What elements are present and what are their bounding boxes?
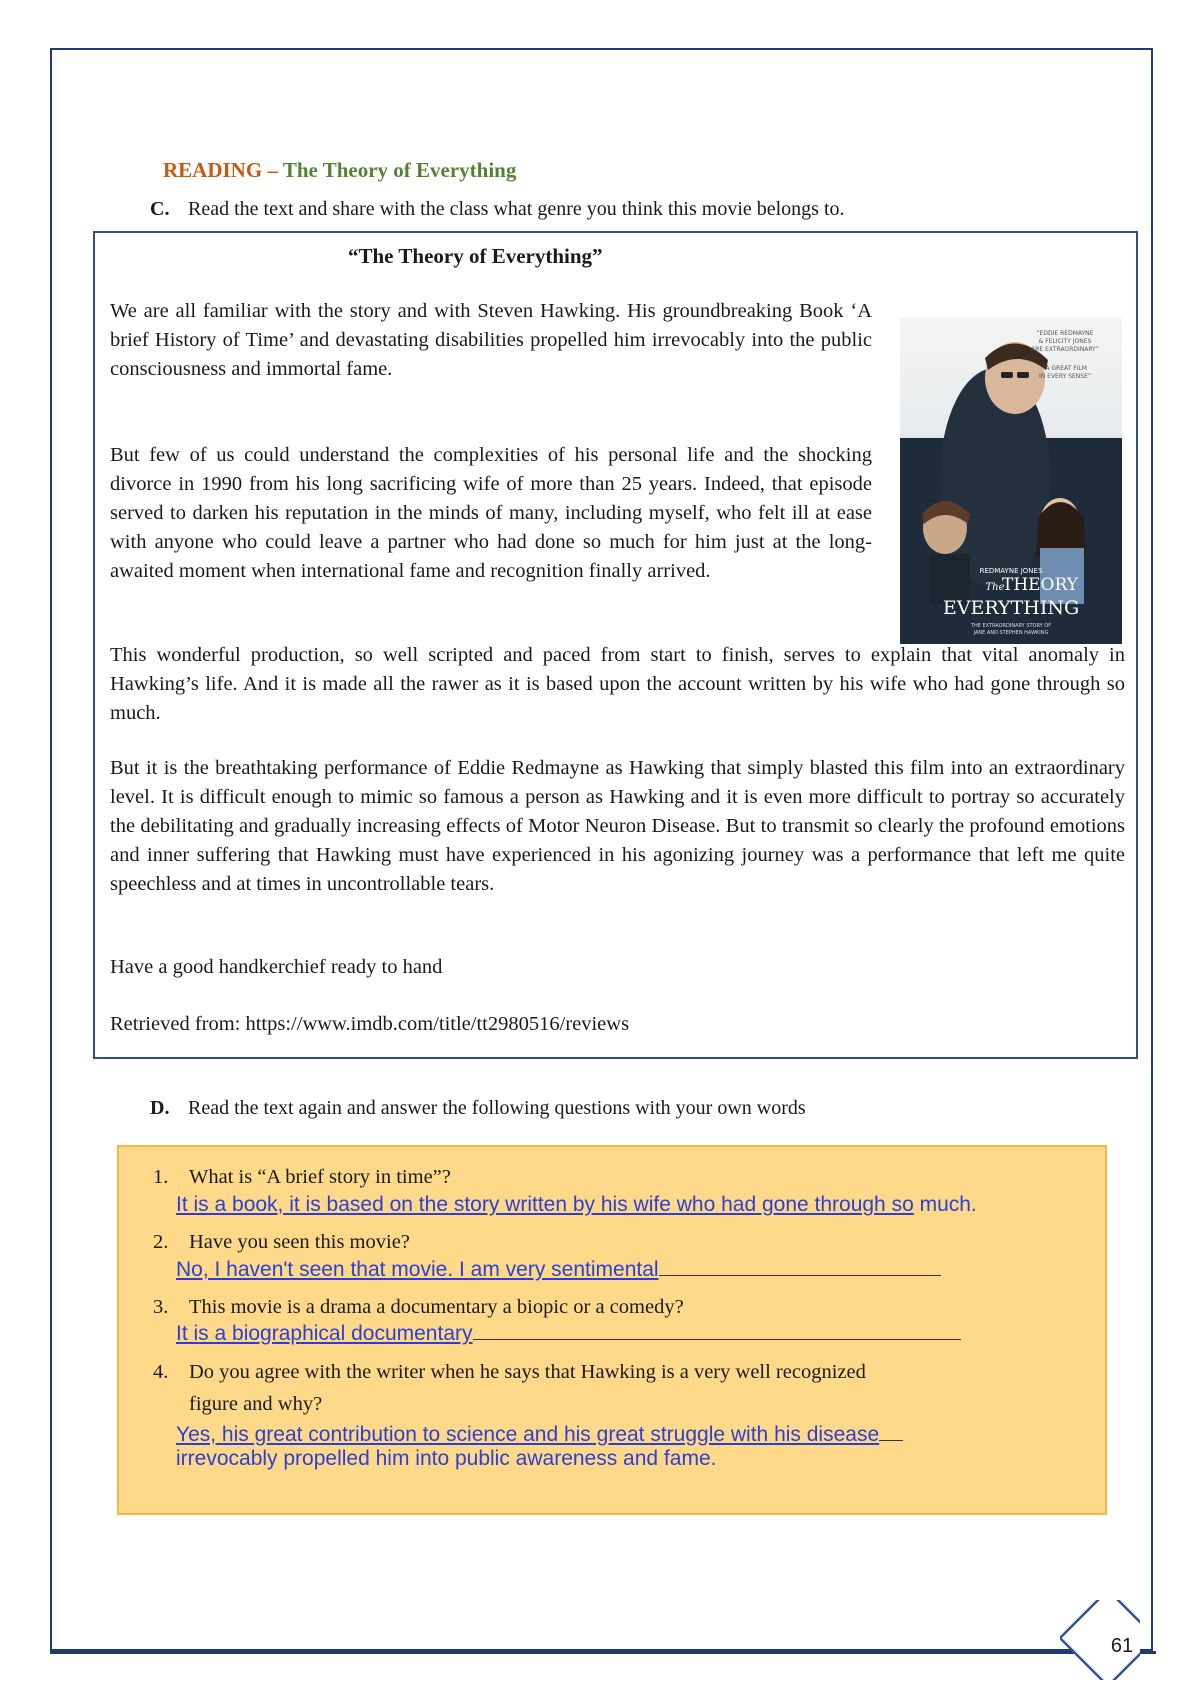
answer-3-text: It is a biographical documentary	[176, 1322, 473, 1345]
instruction-d-text: Read the text again and answer the following questions with your own words	[188, 1097, 806, 1119]
answer-2-blank-line	[659, 1274, 941, 1276]
article-paragraph-2: But few of us could understand the complexities of his personal life and the shocking divorce in 1990 from his long sacrificing wife of more than 25 years. Indeed, that episode served to darken his reputation in the minds of many, including myself, who felt ill at ease with anyone who could leave a partner who had done so much for him just at the long-awaited moment when international fame and recognition finally arrived.	[110, 444, 872, 582]
article-paragraph-5: Have a good handkerchief ready to hand	[110, 956, 443, 978]
article-paragraph-4: But it is the breathtaking performance of Eddie Redmayne as Hawking that simply blasted this film into an extraordinary level. It is difficult enough to mimic so famous a person as Hawking and it is even more difficult to portray so accurately the debilitating and gradually increasing effects of Motor Neuron Disease. But to transmit so clearly the profound emotions and inner suffering that Hawking must have experienced in his agonizing journey was a performance that left me quite speechless and at times in uncontrollable tears.	[110, 757, 1125, 895]
poster-title-everything: EVERYTHING	[942, 597, 1080, 619]
poster-quote-1c: ARE EXTRAORDINARY”	[1031, 346, 1099, 353]
page-number-badge	[1060, 1600, 1140, 1680]
article-paragraph-3: This wonderful production, so well scripted and paced from start to finish, serves to explain that vital anomaly in Hawking’s life. And it is made all the rawer as it is based upon the account written by his wife who had gone through so much.	[110, 644, 1125, 724]
question-2	[153, 1231, 410, 1254]
movie-poster	[900, 318, 1122, 644]
answer-1-tail: much.	[913, 1193, 977, 1216]
answer-3-blank-line	[473, 1338, 961, 1340]
poster-title-the: The	[985, 582, 1005, 593]
instruction-d-letter: D.	[150, 1097, 170, 1119]
question-3-text: This movie is a drama a documentary a biopic or a comedy?	[189, 1296, 684, 1318]
article-paragraph-1: We are all familiar with the story and with Steven Hawking. His groundbreaking Book ‘A brief History of Time’ and devastating disabilities propelled him irrevocably into the public consciousness and immortal fame.	[110, 300, 872, 380]
page-frame-bottom-rule	[50, 1651, 1156, 1654]
section-title	[163, 158, 516, 183]
movie-poster-image	[900, 318, 1122, 644]
poster-quote-2b: IN EVERY SENSE”	[1038, 373, 1092, 380]
question-1	[153, 1166, 451, 1189]
answer-2[interactable]	[176, 1258, 941, 1282]
instruction-c	[150, 198, 845, 221]
question-1-text: What is “A brief story in time”?	[189, 1166, 451, 1188]
poster-actors: REDMAYNE JONES	[979, 567, 1043, 575]
question-4-text: Do you agree with the writer when he says that Hawking is a very well recognized	[189, 1361, 866, 1383]
poster-quote-1b: & FELICITY JONES	[1038, 338, 1092, 345]
section-title-text: The Theory of Everything	[282, 158, 517, 182]
instruction-c-text: Read the text and share with the class what genre you think this movie belongs to.	[188, 198, 845, 220]
poster-tagline-2: JANE AND STEPHEN HAWKING	[973, 630, 1049, 636]
question-1-number: 1.	[153, 1166, 169, 1188]
answer-4-text: Yes, his great contribution to science and his great struggle with his disease	[176, 1423, 880, 1446]
instruction-d	[150, 1097, 806, 1120]
question-4	[153, 1361, 866, 1384]
answer-3[interactable]	[176, 1322, 961, 1346]
question-2-text: Have you seen this movie?	[189, 1231, 410, 1253]
article-source: Retrieved from: https://www.imdb.com/title/tt2980516/reviews	[110, 1013, 630, 1035]
answer-4-blank-line	[879, 1439, 903, 1441]
question-3-number: 3.	[153, 1296, 169, 1318]
question-4-line-2: figure and why?	[189, 1393, 323, 1415]
question-4-number: 4.	[153, 1361, 169, 1383]
answer-1[interactable]	[176, 1193, 977, 1217]
section-dash: –	[262, 158, 283, 182]
answer-2-text: No, I haven't seen that movie. I am very sentimental	[176, 1258, 659, 1281]
question-3	[153, 1296, 684, 1319]
page-number: 61	[1110, 1635, 1134, 1657]
article-title: “The Theory of Everything”	[348, 244, 603, 268]
poster-quote-1: “EDDIE REDMAYNE	[1036, 330, 1094, 337]
poster-title-theory: THEORY	[1001, 575, 1079, 595]
instruction-c-letter: C.	[150, 198, 170, 220]
answer-4[interactable]	[176, 1423, 903, 1447]
section-keyword: READING	[163, 158, 263, 182]
poster-quote-2: “A GREAT FILM	[1043, 365, 1087, 372]
page-number-diamond	[1060, 1600, 1140, 1680]
answer-4-line-2[interactable]: irrevocably propelled him into public awareness and fame.	[176, 1447, 717, 1470]
question-2-number: 2.	[153, 1231, 169, 1253]
poster-tagline: THE EXTRAORDINARY STORY OF	[970, 623, 1052, 629]
answer-1-text: It is a book, it is based on the story written by his wife who had gone through so	[176, 1193, 914, 1216]
